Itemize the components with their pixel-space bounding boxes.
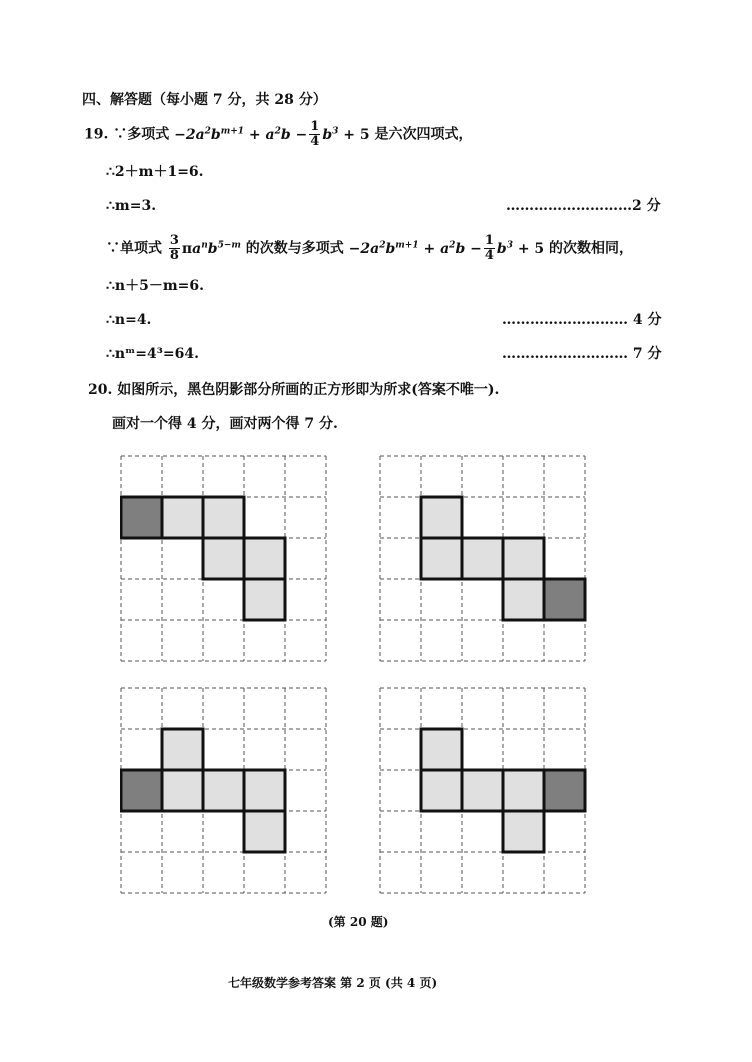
net-figure-4: [379, 687, 587, 895]
q19-line-2: ∴2＋m＋1=6.: [106, 164, 204, 180]
net-square: [421, 729, 462, 770]
q19-l4-pre: ∵单项式: [106, 240, 162, 257]
q19-l4-mid: 的次数与多项式: [245, 240, 344, 257]
answer-square: [121, 497, 162, 538]
q19-polynomial: $-2a^2b^{m+1} + a^2b$ − $\frac{1}{4}$ $b^3 + 5$: [174, 119, 375, 149]
net-square: [162, 770, 203, 811]
net-square: [421, 497, 462, 538]
net-square: [503, 811, 544, 852]
q19-line-1: [84, 120, 472, 149]
net-square: [244, 811, 285, 852]
net-square: [162, 497, 203, 538]
net-square: [503, 538, 544, 579]
figure-caption: (第 20 题): [328, 915, 389, 929]
net-square: [203, 497, 244, 538]
q20-line-1: [88, 380, 499, 400]
q19-number: 19.: [84, 126, 109, 143]
net-square: [203, 770, 244, 811]
section-heading: 四、解答题（每小题 7 分，共 28 分）: [82, 92, 327, 108]
net-square: [462, 770, 503, 811]
q19-line-4: [106, 234, 633, 263]
net-square: [244, 579, 285, 620]
answer-square: [544, 579, 585, 620]
q19-score-4: ……………………… 4 分: [502, 312, 662, 328]
q19-line-5: ∴n＋5－m=6.: [106, 278, 204, 294]
net-square: [462, 538, 503, 579]
q19-line-6: ∴n=4.: [106, 312, 152, 328]
q20-scoring: 画对一个得 4 分，画对两个得 7 分.: [112, 416, 338, 432]
q19-l4-suffix: 的次数相同，: [549, 240, 634, 257]
net-square: [421, 538, 462, 579]
answer-square: [121, 770, 162, 811]
net-square: [162, 729, 203, 770]
q20-number: 20.: [88, 382, 113, 398]
q20-text: 如图所示，黑色阴影部分所画的正方形即为所求(答案不唯一).: [117, 382, 500, 398]
net-square: [203, 538, 244, 579]
net-figure-2: [379, 455, 587, 663]
net-square: [421, 770, 462, 811]
q19-l1-suffix: 是六次四项式，: [374, 126, 473, 143]
q19-line-3: ∴m=3.: [106, 198, 157, 214]
net-square: [503, 579, 544, 620]
q19-line-7: ∴nᵐ=4³=64.: [106, 346, 199, 362]
answer-square: [544, 770, 585, 811]
net-square: [244, 538, 285, 579]
q19-monomial: $\frac{3}{8}$ $\pi a^nb^{5-m}$: [169, 233, 241, 263]
q19-l1-pre: ∵多项式: [113, 126, 170, 143]
net-figure-1: [120, 455, 328, 663]
q19-score-2: ………………………2 分: [506, 198, 661, 214]
q19-score-7: ……………………… 7 分: [502, 346, 662, 362]
net-square: [244, 770, 285, 811]
page-footer: 七年级数学参考答案 第 2 页 (共 4 页): [228, 976, 438, 990]
q19-polynomial-2: $-2a^2b^{m+1} + a^2b$ − $\frac{1}{4}$ $b^3 + 5$: [348, 233, 550, 263]
net-square: [503, 770, 544, 811]
net-figure-3: [120, 687, 328, 895]
